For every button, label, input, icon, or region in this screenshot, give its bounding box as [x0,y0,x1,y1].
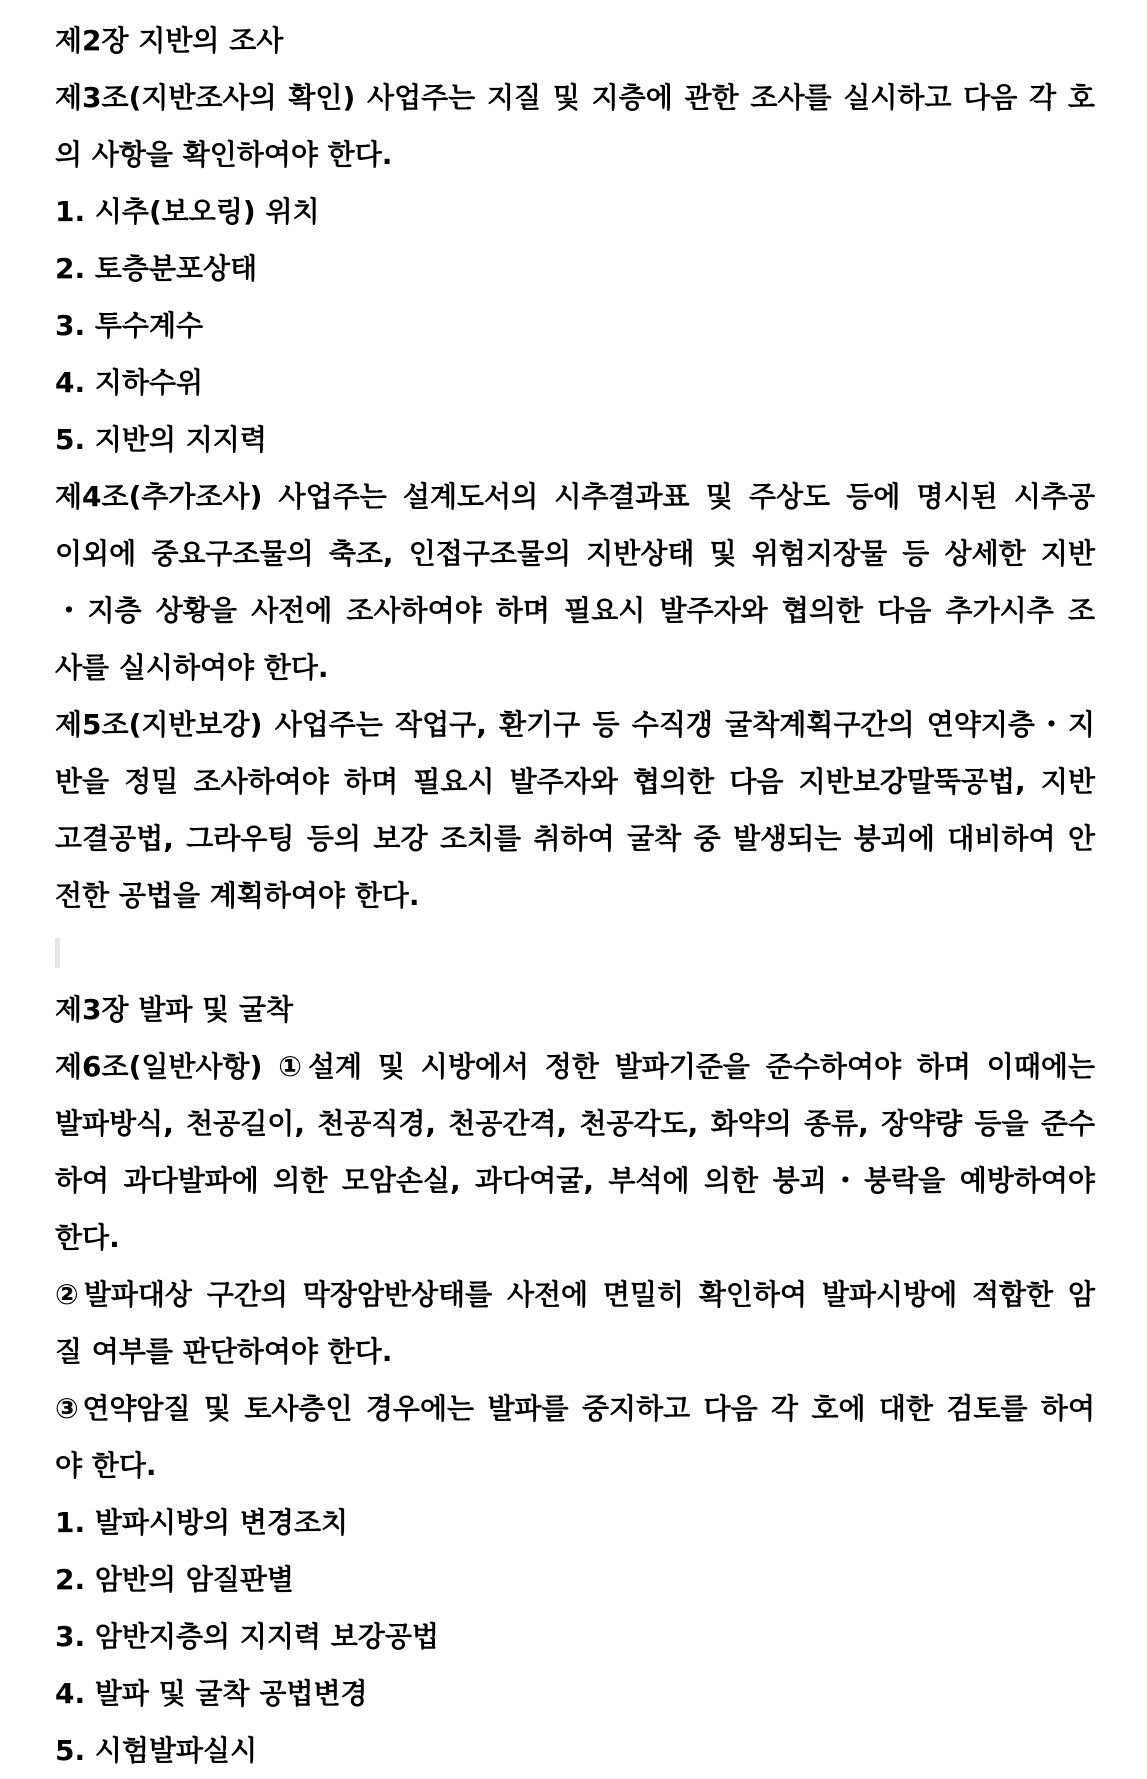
list-item: 1. 발파시방의 변경조치 [55,1506,349,1539]
article-4-line: 사를 실시하여야 한다. [55,651,329,684]
article-4-line: 제4조(추가조사) 사업주는 설계도서의 시추결과표 및 주상도 등에 명시된 시추공 [55,480,1095,513]
article-5-line: 제5조(지반보강) 사업주는 작업구, 환기구 등 수직갱 굴착계획구간의 연약지층・지 [55,708,1095,741]
article-6-line: 야 한다. [55,1449,157,1482]
article-6-line: ②발파대상 구간의 막장암반상태를 사전에 면밀히 확인하여 발파시방에 적합한 암 [55,1278,1095,1311]
article-3 [55,69,1095,468]
list-item: 2. 암반의 암질판별 [55,1563,294,1596]
article-6-line: 제6조(일반사항) ①설계 및 시방에서 정한 발파기준을 준수하여야 하며 이때에는 [55,1050,1095,1083]
list-item: 3. 투수계수 [55,309,204,342]
regulation-document [55,12,1095,1779]
article-5-line: 고결공법, 그라우팅 등의 보강 조치를 취하여 굴착 중 발생되는 붕괴에 대비하여 안 [55,822,1095,855]
article-4-line: 이외에 중요구조물의 축조, 인접구조물의 지반상태 및 위험지장물 등 상세한 지반 [55,537,1095,570]
article-5 [55,696,1095,924]
list-item: 5. 지반의 지지력 [55,423,267,456]
empty-paragraph [55,924,1095,981]
chapter-2-title: 제2장 지반의 조사 [55,24,284,57]
text-cursor [55,938,60,968]
article-6 [55,1038,1095,1779]
article-4-line: ・지층 상황을 사전에 조사하여야 하며 필요시 발주자와 협의한 다음 추가시추 조 [55,594,1095,627]
list-item: 5. 시험발파실시 [55,1734,258,1767]
article-4 [55,468,1095,696]
list-item: 1. 시추(보오링) 위치 [55,195,320,228]
article-3-line: 의 사항을 확인하여야 한다. [55,138,393,171]
article-6-line: 한다. [55,1221,120,1254]
chapter-3-title: 제3장 발파 및 굴착 [55,993,294,1026]
article-6-line: 하여 과다발파에 의한 모암손실, 과다여굴, 부석에 의한 붕괴・붕락을 예방하여야 [55,1164,1095,1197]
list-item: 4. 발파 및 굴착 공법변경 [55,1677,368,1710]
article-6-line: ③연약암질 및 토사층인 경우에는 발파를 중지하고 다음 각 호에 대한 검토를 하여 [55,1392,1095,1425]
article-5-line: 반을 정밀 조사하여야 하며 필요시 발주자와 협의한 다음 지반보강말뚝공법, 지반 [55,765,1095,798]
list-item: 2. 토층분포상태 [55,252,258,285]
article-6-line: 질 여부를 판단하여야 한다. [55,1335,393,1368]
article-5-line: 전한 공법을 계획하여야 한다. [55,879,420,912]
article-6-line: 발파방식, 천공길이, 천공직경, 천공간격, 천공각도, 화약의 종류, 장약량 등을 준수 [55,1107,1095,1140]
list-item: 3. 암반지층의 지지력 보강공법 [55,1620,439,1653]
list-item: 4. 지하수위 [55,366,204,399]
article-3-line: 제3조(지반조사의 확인) 사업주는 지질 및 지층에 관한 조사를 실시하고 다음 각 호 [55,81,1095,114]
